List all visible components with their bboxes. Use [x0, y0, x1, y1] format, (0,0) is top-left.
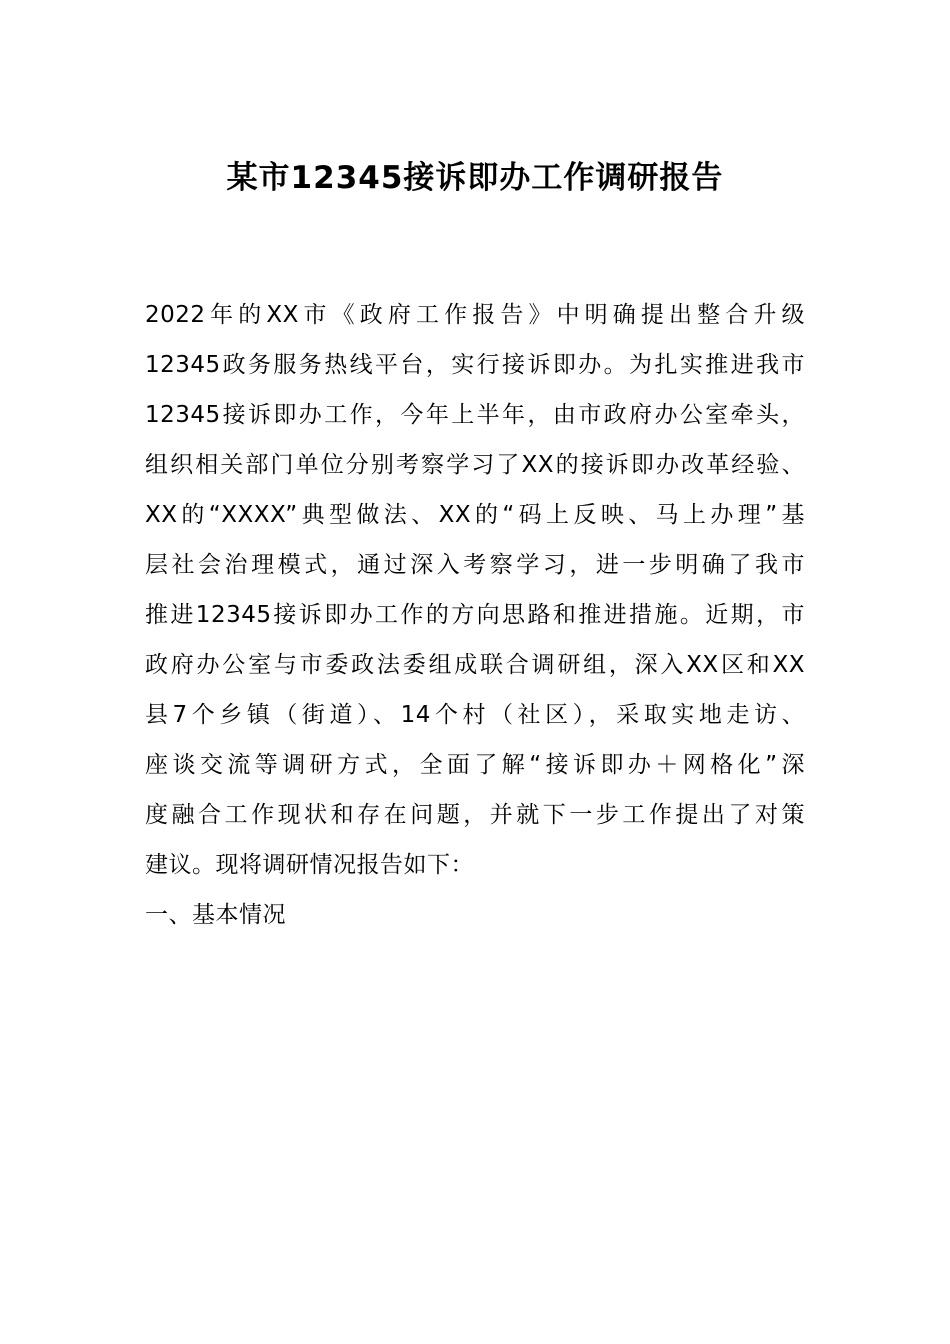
paragraph-line: 12345政务服务热线平台，实行接诉即办。为扎实推进我市 — [145, 352, 805, 378]
paragraph-line: 12345接诉即办工作，今年上半年，由市政府办公室牵头， — [145, 402, 805, 428]
document-title: 某市12345接诉即办工作调研报告 — [226, 160, 724, 196]
paragraph-line: 建议。现将调研情况报告如下： — [145, 852, 474, 878]
paragraph-line: 县7个乡镇（街道）、14个村（社区），采取实地走访、 — [145, 702, 805, 728]
paragraph-line: 推进12345接诉即办工作的方向思路和推进措施。近期，市 — [145, 602, 805, 628]
paragraph-line: 组织相关部门单位分别考察学习了XX的接诉即办改革经验、 — [145, 452, 805, 478]
paragraph-line: 政府办公室与市委政法委组成联合调研组，深入XX区和XX — [145, 652, 805, 678]
intro-paragraph — [145, 290, 825, 890]
paragraph-line: 层社会治理模式，通过深入考察学习，进一步明确了我市 — [145, 552, 805, 578]
paragraph-line: 2022年的XX市《政府工作报告》中明确提出整合升级 — [145, 302, 805, 328]
paragraph-line: 度融合工作现状和存在问题，并就下一步工作提出了对策 — [145, 802, 805, 828]
paragraph-line: XX的“XXXX”典型做法、XX的“码上反映、马上办理”基 — [145, 502, 805, 528]
paragraph-line: 座谈交流等调研方式，全面了解“接诉即办＋网格化”深 — [145, 752, 805, 778]
section-heading: 一、基本情况 — [145, 902, 286, 928]
